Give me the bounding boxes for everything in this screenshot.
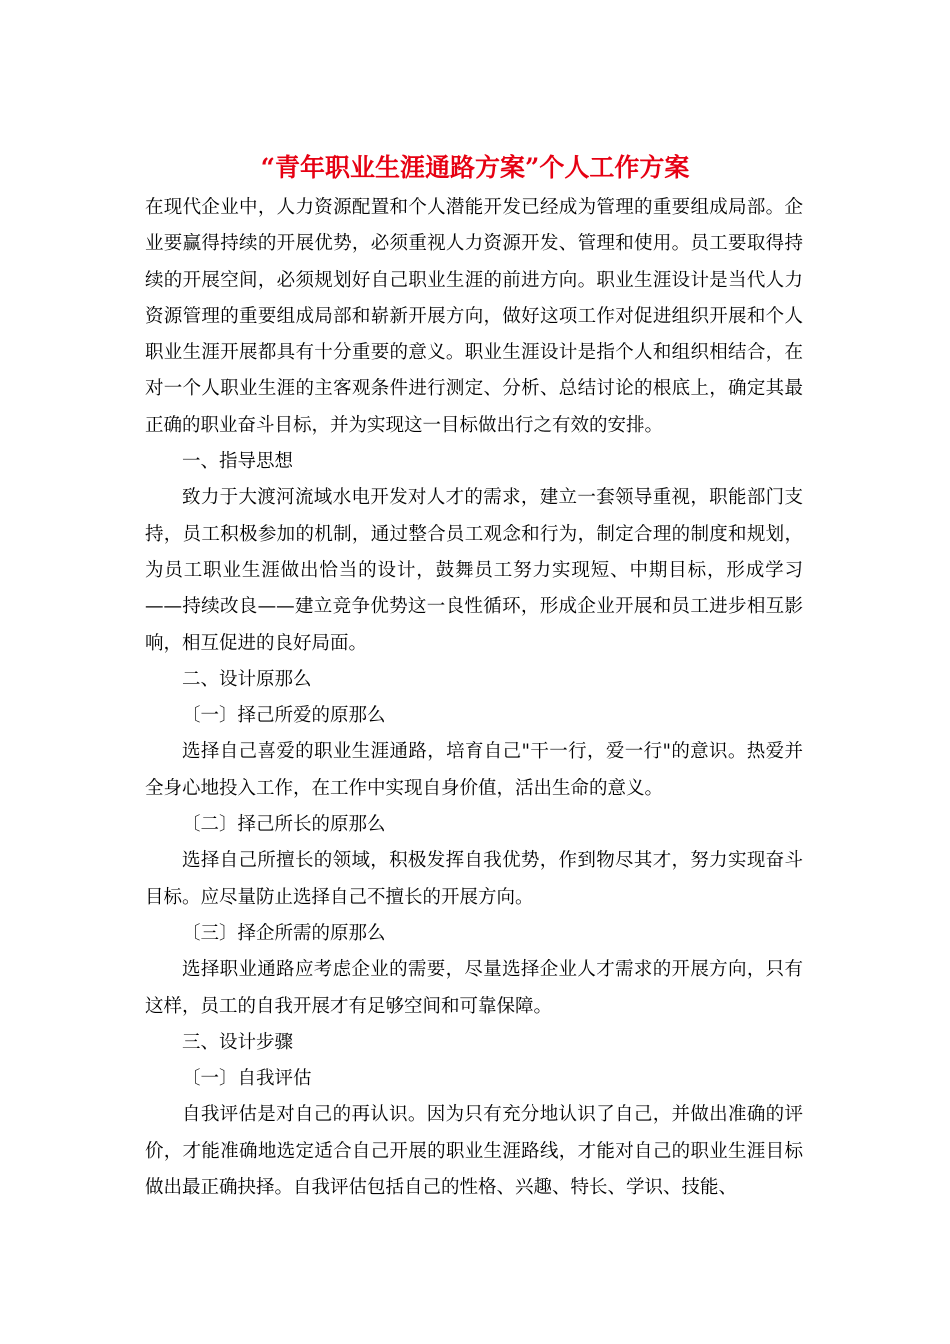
paragraph: 致力于大渡河流域水电开发对人才的需求，建立一套领导重视，职能部门支持，员工积极参加的机制，通过整合员工观念和行为，制定合理的制度和规划，为员工职业生涯做出恰当的设计，鼓舞员工努力实现短、中期目标，形成学习——持续改良——建立竞争优势这一良性循环，形成企业开展和员工进步相互影响，相互促进的良好局面。: [145, 487, 803, 654]
subsection-heading: 〔一〕自我评估: [182, 1068, 312, 1090]
section-heading: 一、指导思想: [182, 451, 294, 473]
section-heading: 三、设计步骤: [182, 1031, 294, 1053]
section-heading: 二、设计原那么: [182, 668, 312, 690]
document-title: “青年职业生涯通路方案”个人工作方案: [260, 153, 690, 182]
paragraph: 选择职业通路应考虑企业的需要，尽量选择企业人才需求的开展方向，只有这样，员工的自我开展才有足够空间和可靠保障。: [145, 959, 803, 1017]
paragraph: 自我评估是对自己的再认识。因为只有充分地认识了自己，并做出准确的评价，才能准确地选定适合自己开展的职业生涯路线，才能对自己的职业生涯目标做出最正确抉择。自我评估包括自己的性格、兴趣、特长、学识、技能、: [145, 1104, 803, 1199]
subsection-heading: 〔三〕择企所需的原那么: [182, 922, 386, 944]
subsection-heading: 〔二〕择己所长的原那么: [182, 814, 386, 836]
intro-paragraph: 在现代企业中，人力资源配置和个人潜能开发已经成为管理的重要组成局部。企业要赢得持续的开展优势，必须重视人力资源开发、管理和使用。员工要取得持续的开展空间，必须规划好自己职业生涯的前进方向。职业生涯设计是当代人力资源管理的重要组成局部和崭新开展方向，做好这项工作对促进组织开展和个人职业生涯开展都具有十分重要的意义。职业生涯设计是指个人和组织相结合，在对一个人职业生涯的主客观条件进行测定、分析、总结讨论的根底上，确定其最正确的职业奋斗目标，并为实现这一目标做出行之有效的安排。: [145, 197, 803, 436]
paragraph: 选择自己所擅长的领域，积极发挥自我优势，作到物尽其才，努力实现奋斗目标。应尽量防止选择自己不擅长的开展方向。: [145, 850, 803, 908]
subsection-heading: 〔一〕择己所爱的原那么: [182, 705, 386, 727]
document-body: [145, 190, 803, 1206]
paragraph: 选择自己喜爱的职业生涯通路，培育自己"干一行，爱一行"的意识。热爱并全身心地投入工作，在工作中实现自身价值，活出生命的意义。: [145, 741, 803, 799]
